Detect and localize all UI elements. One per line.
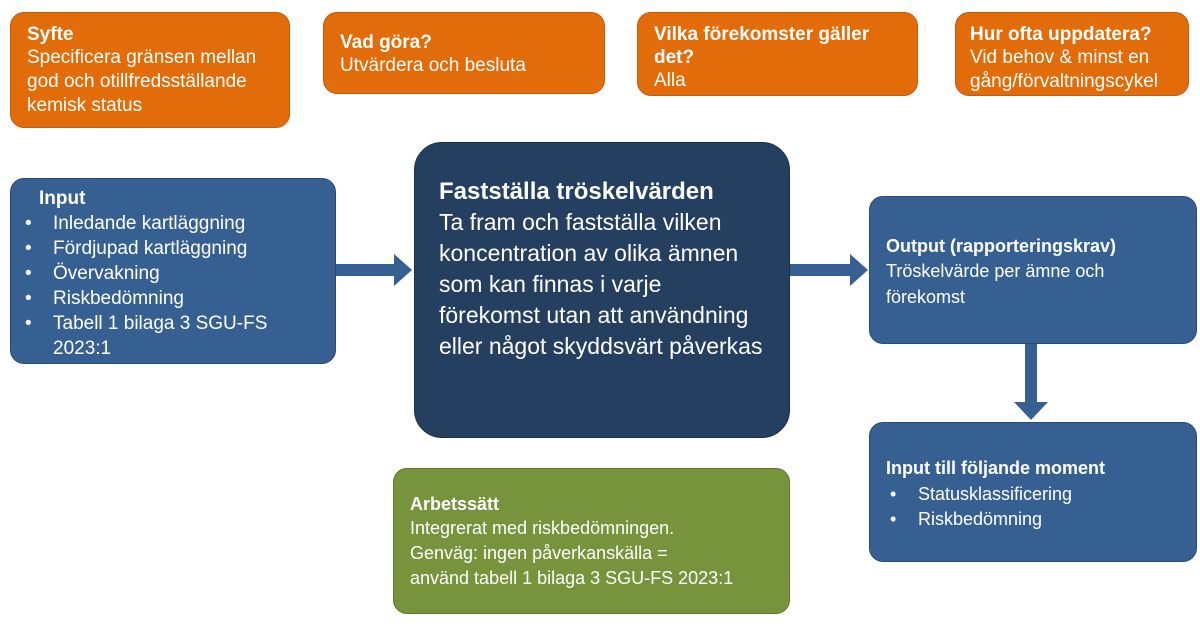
update-frequency-title: Hur ofta uppdatera? <box>970 24 1152 45</box>
output-text: Tröskelvärde per ämne och förekomst <box>886 261 1105 307</box>
update-frequency-text: Vid behov & minst en gång/förvaltningscykel <box>970 47 1158 92</box>
arrow-right-icon <box>336 254 414 286</box>
method-box <box>393 468 790 614</box>
list-item: • Riskbedömning <box>25 288 184 309</box>
purpose-box <box>10 12 290 128</box>
output-title: Output (rapporteringskrav) <box>886 236 1117 256</box>
update-frequency-box <box>955 12 1189 96</box>
list-item: • Statusklassificering <box>890 484 1073 504</box>
arrow-right-icon <box>790 254 870 286</box>
method-line: Integrerat med riskbedömningen. <box>410 518 675 538</box>
which-bodies-title: Vilka förekomster gäller det? <box>654 24 870 68</box>
which-bodies-text: Alla <box>654 70 686 91</box>
what-to-do-box <box>323 12 605 94</box>
list-item: • Fördjupad kartläggning <box>25 238 248 259</box>
input-list <box>21 211 323 361</box>
what-to-do-title: Vad göra? <box>340 32 432 53</box>
list-item: • Riskbedömning <box>890 509 1043 529</box>
output-box <box>869 196 1197 344</box>
method-line: Genväg: ingen påverkanskälla = <box>410 543 668 563</box>
list-item: • Tabell 1 bilaga 3 SGU-FS 2023:1 <box>25 313 268 359</box>
next-step-box <box>869 422 1197 562</box>
next-step-list <box>886 482 1184 532</box>
center-box <box>414 142 790 438</box>
which-bodies-box <box>637 12 918 96</box>
list-item: • Övervakning <box>25 263 160 284</box>
method-line: använd tabell 1 bilaga 3 SGU-FS 2023:1 <box>410 568 734 588</box>
input-title: Input <box>39 188 86 209</box>
arrow-down-icon <box>1014 344 1048 422</box>
next-step-title: Input till följande moment <box>886 458 1105 478</box>
list-item: • Inledande kartläggning <box>25 213 246 234</box>
purpose-text: Specificera gränsen mellan god och otillfredsställande kemisk status <box>27 47 257 116</box>
center-text: Ta fram och fastställa vilken koncentration av olika ämnen som kan finnas i varje förekomst utan att användning eller något skyddsvärt påverkas <box>439 209 763 359</box>
method-title: Arbetssätt <box>410 494 500 514</box>
what-to-do-text: Utvärdera och besluta <box>340 55 526 76</box>
center-title: Fastställa tröskelvärden <box>439 178 714 205</box>
input-box <box>10 178 336 364</box>
purpose-title: Syfte <box>27 24 74 45</box>
